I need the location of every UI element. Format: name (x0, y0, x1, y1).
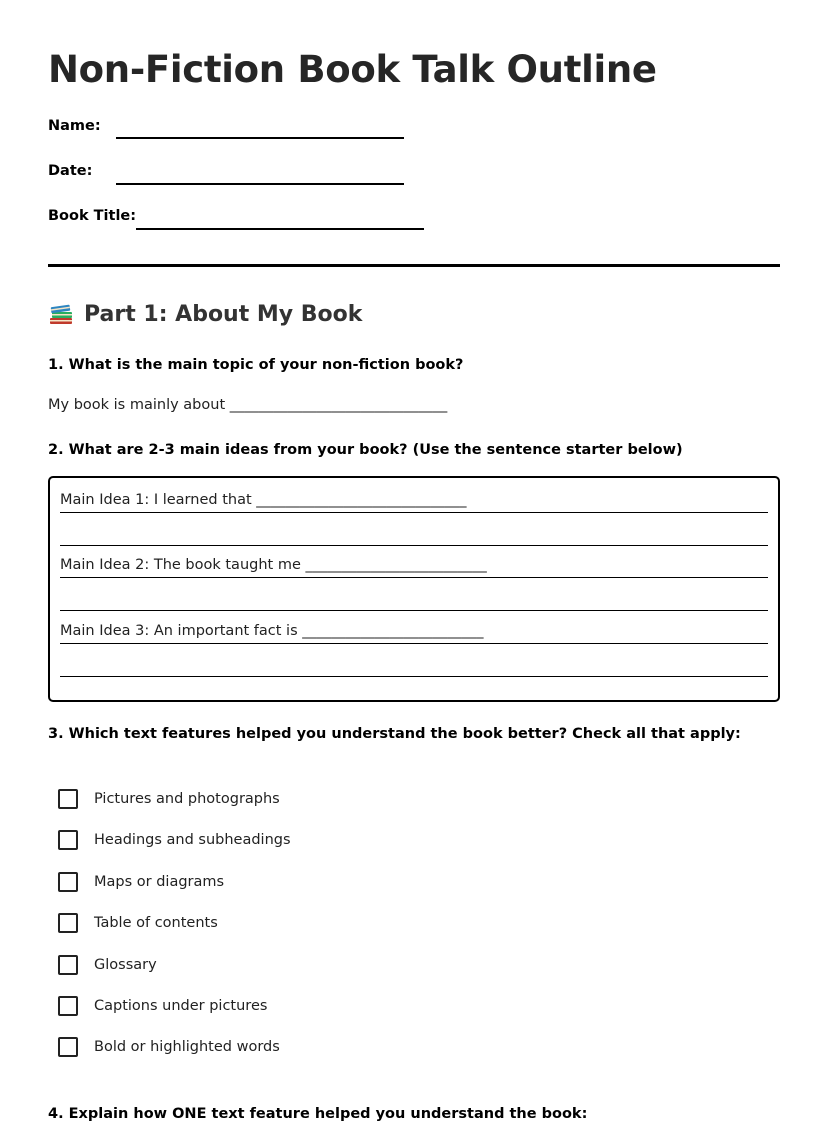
books-icon (48, 301, 74, 327)
checkbox[interactable] (58, 955, 78, 975)
checkbox-item[interactable] (58, 913, 218, 933)
main-idea-2[interactable]: Main Idea 2: The book taught me _________________________ (60, 557, 487, 573)
main-idea-3[interactable]: Main Idea 3: An important fact is _________________________ (60, 623, 484, 639)
question-4: 4. Explain how ONE text feature helped you understand the book: (48, 1106, 588, 1122)
checkbox-label: Table of contents (94, 915, 218, 931)
checkbox-label: Pictures and photographs (94, 791, 280, 807)
checkbox-item[interactable] (58, 872, 224, 892)
answer-line[interactable] (60, 512, 768, 513)
checkbox[interactable] (58, 996, 78, 1016)
date-label: Date: (48, 163, 93, 179)
book-title-label: Book Title: (48, 208, 137, 224)
question-1: 1. What is the main topic of your non-fiction book? (48, 357, 464, 373)
checkbox-item[interactable] (58, 789, 280, 809)
main-ideas-box (48, 476, 780, 702)
checkbox-label: Bold or highlighted words (94, 1039, 280, 1055)
part1-heading-text: Part 1: About My Book (84, 301, 363, 327)
checkbox[interactable] (58, 1037, 78, 1057)
main-idea-1[interactable]: Main Idea 1: I learned that _____________________________ (60, 492, 467, 508)
checkbox[interactable] (58, 830, 78, 850)
name-label: Name: (48, 118, 101, 134)
checkbox-label: Headings and subheadings (94, 832, 291, 848)
answer-line[interactable] (60, 577, 768, 578)
section-divider (48, 264, 780, 267)
checkbox-item[interactable] (58, 830, 291, 850)
checkbox-label: Glossary (94, 957, 157, 973)
checkbox-label: Captions under pictures (94, 998, 268, 1014)
page-title: Non-Fiction Book Talk Outline (48, 48, 657, 91)
answer-line[interactable] (60, 545, 768, 546)
book-title-field[interactable] (136, 228, 424, 230)
checkbox-label: Maps or diagrams (94, 874, 225, 890)
checkbox-item[interactable] (58, 1037, 280, 1057)
name-field[interactable] (116, 137, 404, 139)
part1-heading (48, 301, 362, 327)
checkbox-item[interactable] (58, 996, 267, 1016)
checkbox-item[interactable] (58, 955, 157, 975)
answer-line[interactable] (60, 643, 768, 644)
answer-line[interactable] (60, 610, 768, 611)
main-topic-answer[interactable]: My book is mainly about ______________________________ (48, 397, 448, 413)
question-2: 2. What are 2-3 main ideas from your book? (Use the sentence starter below) (48, 442, 683, 458)
answer-line[interactable] (60, 676, 768, 677)
checkbox[interactable] (58, 789, 78, 809)
checkbox[interactable] (58, 872, 78, 892)
checkbox[interactable] (58, 913, 78, 933)
question-3: 3. Which text features helped you understand the book better? Check all that apply: (48, 726, 741, 742)
date-field[interactable] (116, 183, 404, 185)
